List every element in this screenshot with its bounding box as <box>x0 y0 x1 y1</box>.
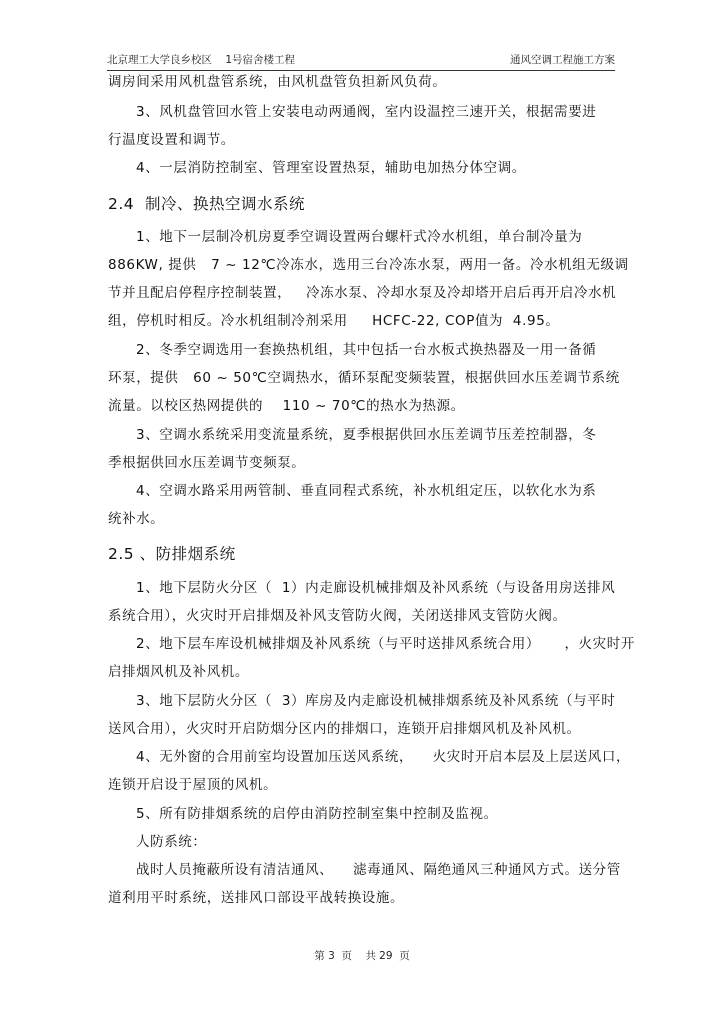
paragraph-line: 3、空调水系统采用变流量系统，夏季根据供回水压差调节压差控制器，冬 <box>136 427 597 443</box>
paragraph-line: 道利用平时系统，送排风口部设平战转换设施。 <box>108 890 405 906</box>
page-number-footer: 第 3 页 共 29 页 <box>314 950 410 962</box>
paragraph-line: 送风合用），火灾时开启防烟分区内的排烟口，连锁开启排烟风机及补风机。 <box>108 721 581 737</box>
paragraph-line: 4、空调水路采用两管制、垂直同程式系统，补水机组定压，以软化水为系 <box>136 483 597 499</box>
paragraph-line: 1、地下一层制冷机房夏季空调设置两台螺杆式冷水机组，单台制冷量为 <box>136 229 583 245</box>
paragraph-line: 3、地下层防火分区（ 3）库房及内走廊设机械排烟系统及补风系统（与平时 <box>136 693 616 709</box>
header-project-title: 北京理工大学良乡校区 1号宿舍楼工程 <box>107 54 296 66</box>
paragraph-line: 统补水。 <box>108 511 165 527</box>
section-heading-2-5: 2.5 、防排烟系统 <box>108 545 236 563</box>
paragraph-line: 4、一层消防控制室、管理室设置热泵，辅助电加热分体空调。 <box>136 160 526 176</box>
paragraph-line: 1、地下层防火分区（ 1）内走廊设机械排烟及补风系统（与设备用房送排风 <box>136 580 616 596</box>
page-header <box>107 52 615 70</box>
paragraph-line: 流量。以校区热网提供的 110 ~ 70℃的热水为热源。 <box>108 398 465 414</box>
paragraph-line: 节并且配启停程序控制装置， 冷冻水泵、冷却水泵及冷却塔开启后再开启冷水机 <box>108 285 617 301</box>
paragraph-line: 战时人员掩蔽所设有清洁通风、 滤毒通风、隔绝通风三种通风方式。送分管 <box>136 862 621 878</box>
section-heading-2-4: 2.4 制冷、换热空调水系统 <box>108 195 306 213</box>
subsection-label-civil-defense: 人防系统： <box>136 834 207 850</box>
paragraph-line: 5、所有防排烟系统的启停由消防控制室集中控制及监视。 <box>136 806 498 822</box>
paragraph-line: 环泵，提供 60 ~ 50℃空调热水，循环泵配变频装置，根据供回水压差调节系统 <box>108 370 620 386</box>
paragraph-line: 连锁开启设于屋顶的风机。 <box>108 777 278 793</box>
paragraph-line: 系统合用），火灾时开启排烟及补风支管防火阀，关闭送排风支管防火阀。 <box>108 608 567 624</box>
paragraph-line: 季根据供回水压差调节变频泵。 <box>108 455 306 471</box>
paragraph-line: 调房间采用风机盘管系统，由风机盘管负担新风负荷。 <box>108 74 447 90</box>
paragraph-line: 组，停机时相反。冷水机组制冷剂采用 HCFC-22, COP值为 4.95。 <box>108 313 560 329</box>
paragraph-line: 886KW, 提供 7 ~ 12℃冷冻水，选用三台冷冻水泵，两用一备。冷水机组无级调 <box>108 257 629 273</box>
header-document-title: 通风空调工程施工方案 <box>510 54 615 66</box>
paragraph-line: 启排烟风机及补风机。 <box>108 664 249 680</box>
paragraph-line: 4、无外窗的合用前室均设置加压送风系统， 火灾时开启本层及上层送风口， <box>136 749 631 765</box>
header-divider <box>107 70 615 71</box>
paragraph-line: 行温度设置和调节。 <box>108 132 235 148</box>
paragraph-line: 3、风机盘管回水管上安装电动两通阀，室内设温控三速开关，根据需要进 <box>136 104 597 120</box>
paragraph-line: 2、地下层车库设机械排烟及补风系统（与平时送排风系统合用） ，火灾时开 <box>136 636 635 652</box>
paragraph-line: 2、冬季空调选用一套换热机组，其中包括一台水板式换热器及一用一备循 <box>136 342 597 358</box>
